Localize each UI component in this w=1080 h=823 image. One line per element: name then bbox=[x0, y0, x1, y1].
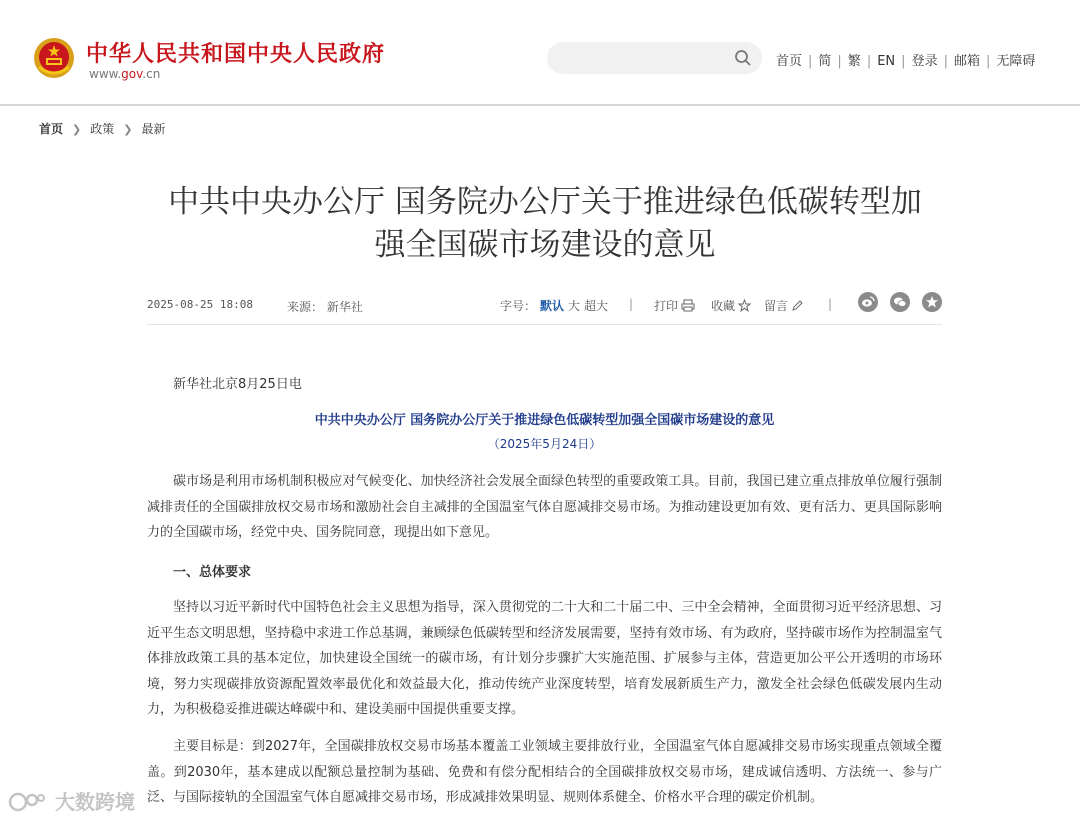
paragraph-guideline: 坚持以习近平新时代中国特色社会主义思想为指导，深入贯彻党的二十大和二十届二中、三中全会精神，全面贯彻习近平经济思想、习近平生态文明思想，坚持稳中求进工作总基调，兼顾绿色低碳转型和经济发展需要，坚持有效市场、有为政府，坚持碳市场作为控制温室气体排放政策工具的基本定位，加快建设全国统一的碳市场，有计划分步骤扩大实施范围、扩展参与主体，营造更加公平公开透明的市场环境，努力实现碳排放资源配置效率最优化和效益最大化，推动传统产业深度转型，培育发展新质生产力，激发全社会绿色低碳发展内生动力，为积极稳妥推进碳达峰碳中和、建设美丽中国提供重要支撑。 bbox=[147, 600, 942, 717]
comment-button[interactable]: 留言 bbox=[764, 297, 803, 314]
document-date: （2025年5月24日） bbox=[487, 437, 602, 451]
star-icon bbox=[738, 299, 751, 312]
search-box[interactable] bbox=[547, 42, 762, 74]
site-title[interactable]: 中华人民共和国中央人民政府 bbox=[86, 42, 386, 67]
dateline: 新华社北京8月25日电 bbox=[173, 377, 302, 392]
nav-home[interactable]: 首页 bbox=[776, 54, 803, 69]
article-title: 中共中央办公厅 国务院办公厅关于推进绿色低碳转型加 强全国碳市场建设的意见 bbox=[168, 184, 922, 263]
national-emblem-icon[interactable] bbox=[33, 37, 75, 79]
watermark-logo-icon bbox=[8, 791, 48, 813]
print-button[interactable]: 打印 bbox=[654, 297, 695, 314]
wechat-share-icon[interactable] bbox=[890, 292, 910, 312]
font-size-xlarge[interactable]: 超大 bbox=[584, 299, 609, 313]
nav-mail[interactable]: 邮箱 bbox=[953, 54, 980, 69]
breadcrumb-policy[interactable]: 政策 bbox=[90, 122, 115, 136]
favorite-button[interactable]: 收藏 bbox=[711, 297, 751, 314]
chevron-right-icon: ❯ bbox=[72, 123, 82, 136]
nav-simplified[interactable]: 简 bbox=[818, 54, 832, 69]
breadcrumb bbox=[39, 120, 165, 137]
search-icon[interactable] bbox=[734, 49, 752, 67]
paragraph-goals: 主要目标是：到2027年，全国碳排放权交易市场基本覆盖工业领域主要排放行业，全国温室气体自愿减排交易市场实现重点领域全覆盖。到2030年，基本建成以配额总量控制为基础、免费和有偿分配相结合的全国碳排放权交易市场，建成诚信透明、方法统一、参与广泛、与国际接轨的全国温室气体自愿减排交易市场，形成减排效果明显、规则体系健全、价格水平合理的碳定价机制。 bbox=[147, 739, 942, 805]
paragraph-intro: 碳市场是利用市场机制积极应对气候变化、加快经济社会发展全面绿色转型的重要政策工具。目前，我国已建立重点排放单位履行强制减排责任的全国碳排放权交易市场和激励社会自主减排的全国温室气体自愿减排交易市场。为推动建设更加有效、更有活力、更具国际影响力的全国碳市场，经党中央、国务院同意，现提出如下意见。 bbox=[147, 474, 942, 540]
weibo-share-icon[interactable] bbox=[858, 292, 878, 312]
favorite-share-icon[interactable] bbox=[922, 292, 942, 312]
font-size-selector: 字号： 默认 大 超大 bbox=[500, 299, 609, 313]
breadcrumb-home[interactable]: 首页 bbox=[39, 122, 64, 136]
print-icon bbox=[681, 299, 695, 312]
document-title: 中共中央办公厅 国务院办公厅关于推进绿色低碳转型加强全国碳市场建设的意见 bbox=[314, 413, 775, 428]
publish-date: 2025-08-25 18:08 bbox=[147, 298, 253, 311]
source: 来源： 新华社 bbox=[287, 300, 363, 314]
nav-traditional[interactable]: 繁 bbox=[847, 54, 861, 69]
nav-login[interactable]: 登录 bbox=[911, 54, 938, 69]
nav-english[interactable]: EN bbox=[877, 54, 896, 69]
article-meta: 2025-08-25 18:08 来源： 新华社 字号： 默认 大 超大 | 打印 收藏 留言 | bbox=[147, 296, 942, 325]
font-size-default[interactable]: 默认 bbox=[540, 299, 565, 313]
chevron-right-icon: ❯ bbox=[123, 123, 133, 136]
top-nav: 首页 | 简 | 繁 | EN | 登录 | 邮箱 | 无障碍 bbox=[776, 54, 1036, 69]
font-size-large[interactable]: 大 bbox=[568, 299, 581, 313]
breadcrumb-latest[interactable]: 最新 bbox=[141, 122, 166, 136]
pencil-icon bbox=[791, 300, 803, 312]
section-heading: 一、总体要求 bbox=[173, 565, 252, 580]
nav-accessibility[interactable]: 无障碍 bbox=[996, 54, 1036, 69]
watermark: 大数跨境 bbox=[8, 786, 135, 815]
site-url: www.gov.cn bbox=[89, 67, 161, 81]
site-header bbox=[0, 0, 1080, 106]
